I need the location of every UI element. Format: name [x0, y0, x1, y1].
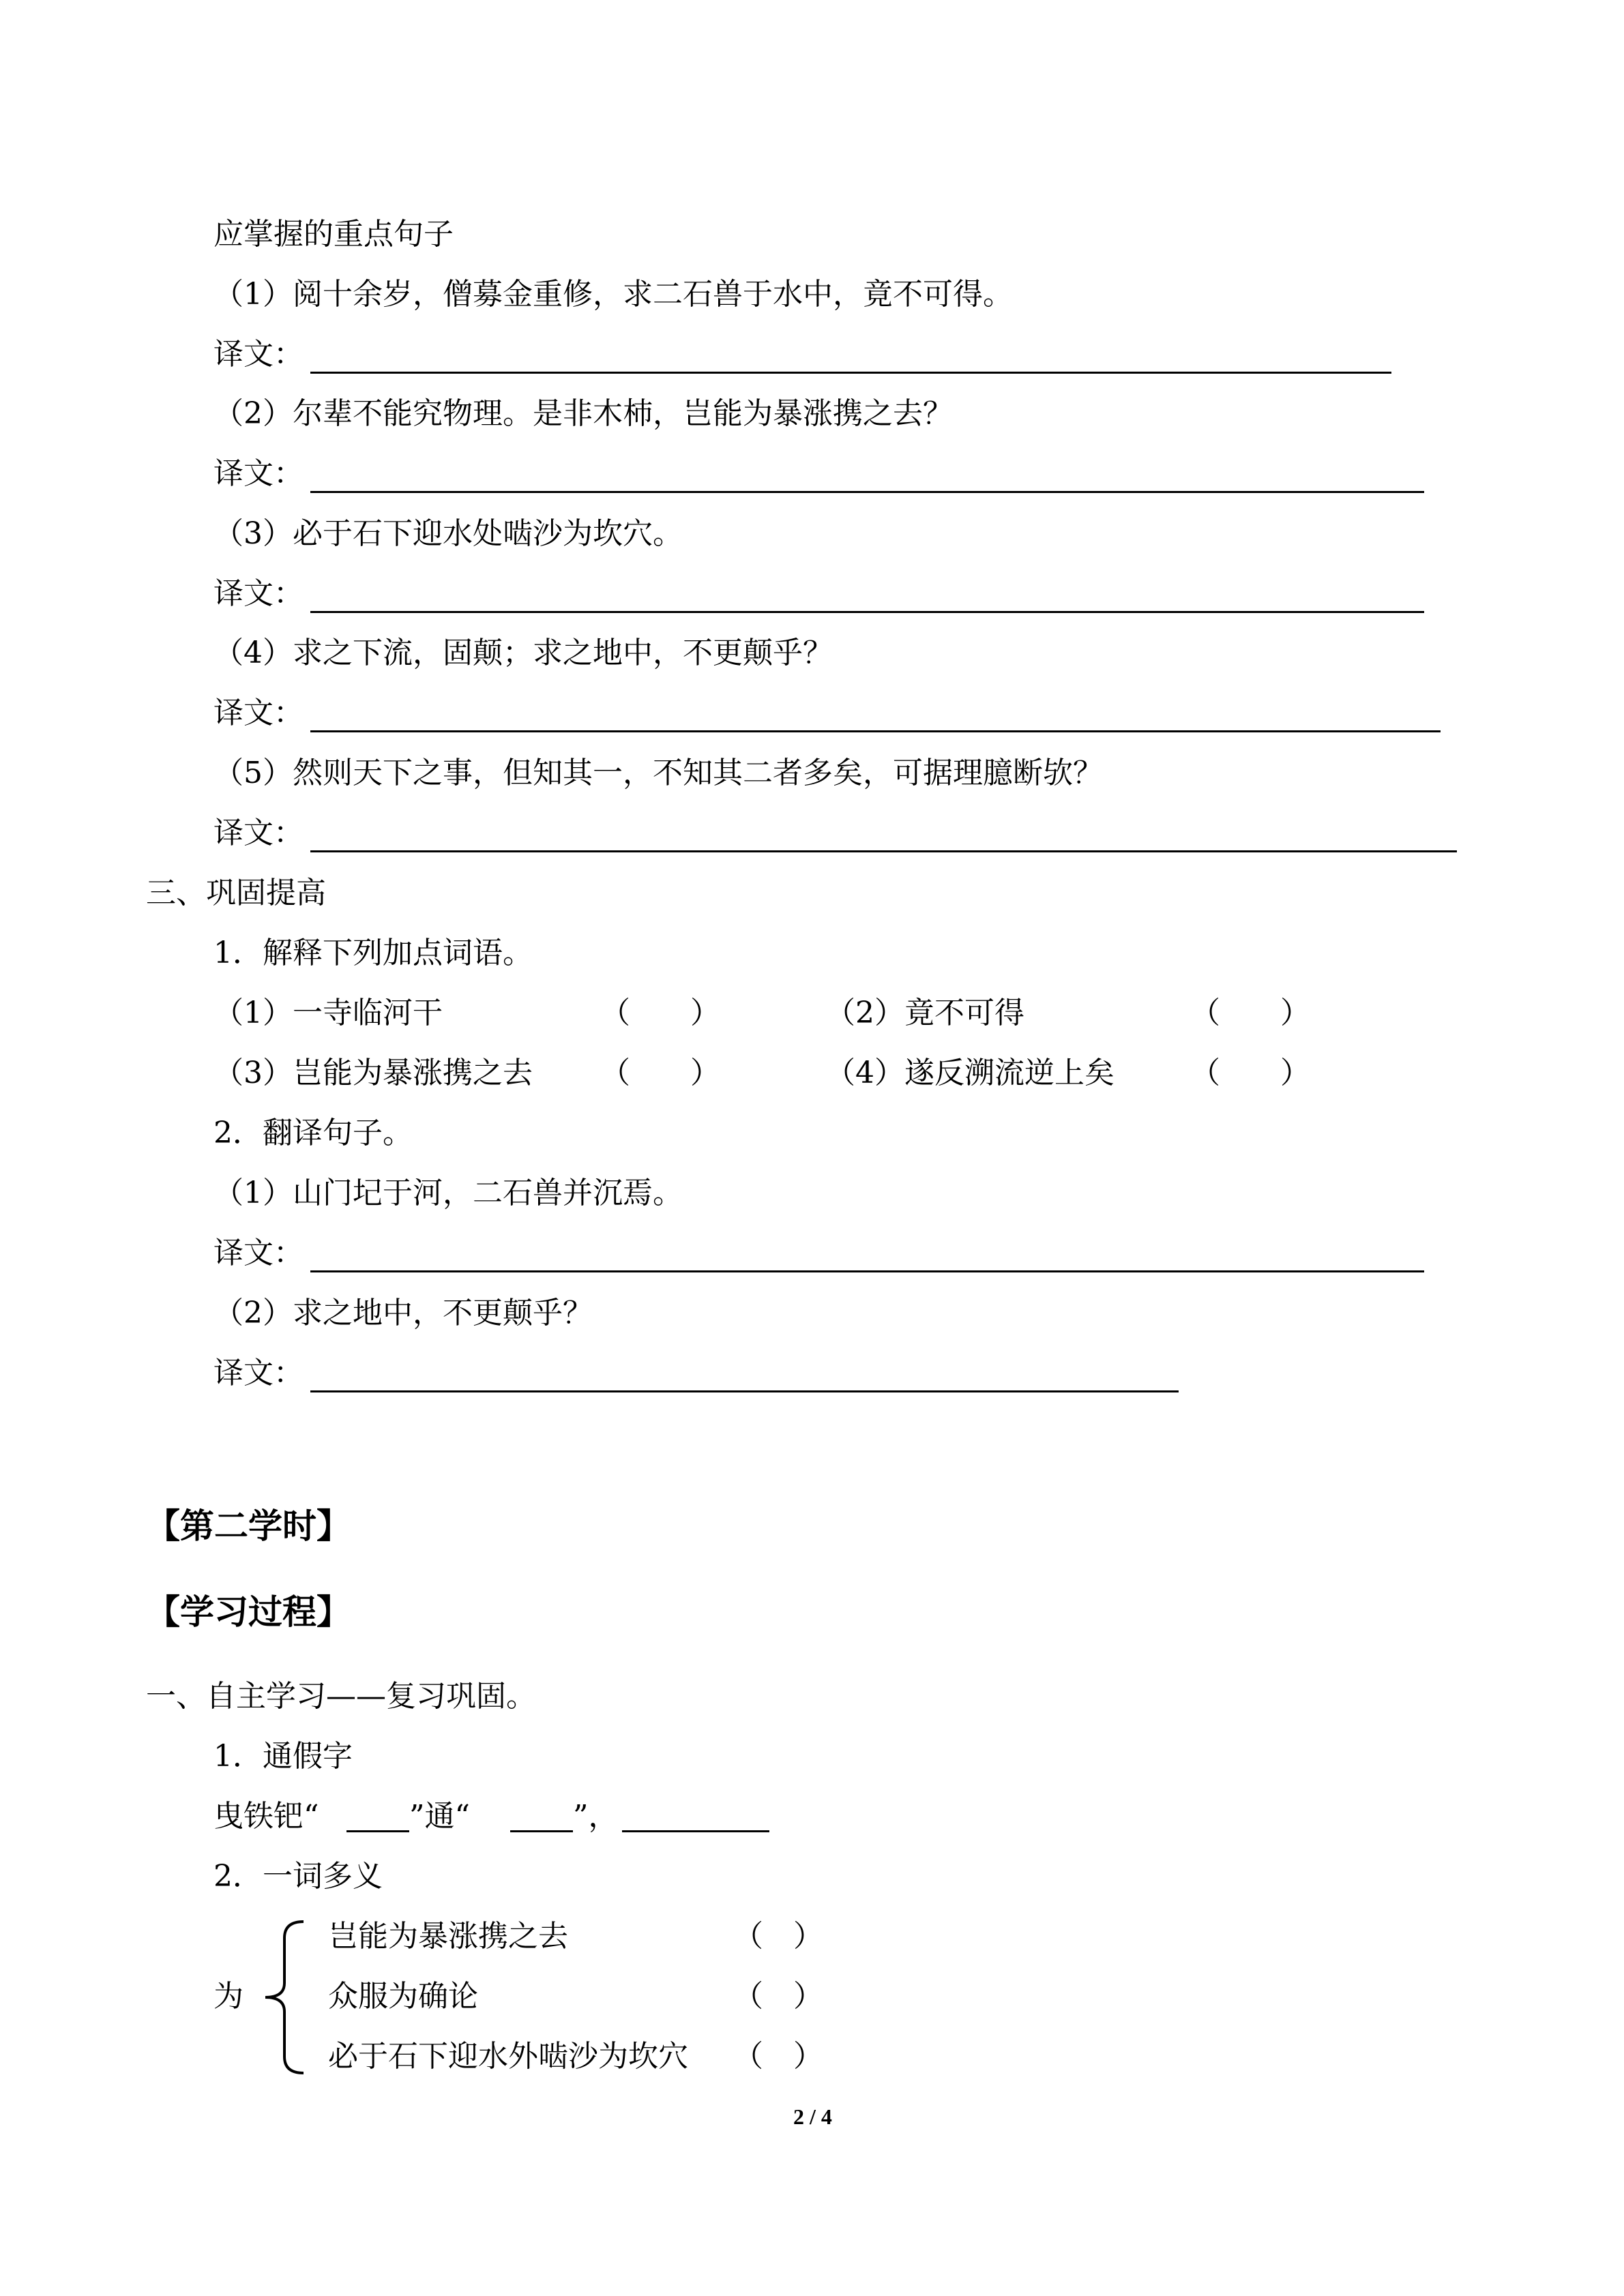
blank-line	[622, 1830, 769, 1832]
answer-line	[310, 730, 1441, 732]
key-sentence-4: （4）求之下流，固颠；求之地中，不更颠乎？	[213, 636, 833, 670]
tongjia-title: 1．通假字	[213, 1739, 353, 1774]
polysemy-item-3: 必于石下迎水外啮沙为坎穴	[328, 2039, 688, 2074]
polysemy-title: 2．一词多义	[213, 1859, 383, 1894]
polysemy-item-2: 众服为确论	[328, 1979, 478, 2014]
translation-label: 译文：	[213, 576, 304, 611]
q1-item-2: （2）竟不可得	[825, 996, 1024, 1030]
q1-item-3: （3）岂能为暴涨携之去	[213, 1056, 533, 1090]
q1-answer-paren-4: （ ）	[1190, 1056, 1310, 1090]
translation-label: 译文：	[213, 696, 304, 730]
q2-item-2: （2）求之地中，不更颠乎？	[213, 1296, 593, 1330]
translation-label: 译文：	[213, 337, 304, 372]
q1-answer-paren-2: （ ）	[1190, 996, 1310, 1030]
tongjia-line-mid: ”通“	[409, 1799, 470, 1834]
key-sentence-3: （3）必于石下迎水处啮沙为坎穴。	[213, 516, 683, 551]
q1-answer-paren-1: （ ）	[600, 996, 720, 1030]
tongjia-line-end: ”，	[573, 1799, 619, 1834]
q1-answer-paren-3: （ ）	[600, 1056, 720, 1090]
tongjia-line-start: 曳铁钯“	[213, 1799, 319, 1834]
section-3-heading: 三、巩固提高	[146, 876, 326, 910]
q2-title: 2．翻译句子。	[213, 1116, 413, 1150]
answer-line	[310, 611, 1424, 613]
answer-line	[310, 850, 1457, 852]
translation-label: 译文：	[213, 456, 304, 491]
blank-line	[346, 1830, 409, 1832]
polysemy-item-1: 岂能为暴涨携之去	[328, 1919, 568, 1954]
page-number: 2 / 4	[793, 2104, 832, 2129]
key-sentence-2: （2）尔辈不能究物理。是非木杮，岂能为暴涨携之去？	[213, 396, 953, 431]
key-sentences-heading: 应掌握的重点句子	[213, 217, 454, 252]
polysemy-paren-3: （ ）	[733, 2039, 823, 2074]
answer-line	[310, 1390, 1179, 1392]
answer-line	[310, 491, 1424, 493]
translation-label: 译文：	[213, 816, 304, 850]
blank-line	[510, 1830, 573, 1832]
curly-brace-icon	[256, 1918, 310, 2077]
translation-label: 译文：	[213, 1236, 304, 1270]
lesson-2-heading: 【第二学时】	[146, 1506, 351, 1546]
polysemy-paren-1: （ ）	[733, 1919, 823, 1954]
q1-title: 1．解释下列加点词语。	[213, 936, 533, 970]
q2-item-1: （1）山门圮于河，二石兽并沉焉。	[213, 1176, 683, 1210]
answer-line	[310, 1270, 1424, 1272]
q1-item-1: （1）一寺临河干	[213, 996, 443, 1030]
key-sentence-1: （1）阅十余岁，僧募金重修，求二石兽于水中，竟不可得。	[213, 277, 1013, 312]
answer-line	[310, 372, 1391, 374]
key-sentence-5: （5）然则天下之事，但知其一，不知其二者多矣，可据理臆断欤？	[213, 756, 1103, 790]
q1-item-4: （4）遂反溯流逆上矣	[825, 1056, 1114, 1090]
translation-label: 译文：	[213, 1356, 304, 1390]
part-1-heading: 一、自主学习——复习巩固。	[146, 1679, 536, 1714]
polysemy-char: 为	[213, 1979, 243, 2014]
polysemy-paren-2: （ ）	[733, 1979, 823, 2014]
learning-process-heading: 【学习过程】	[146, 1592, 351, 1632]
